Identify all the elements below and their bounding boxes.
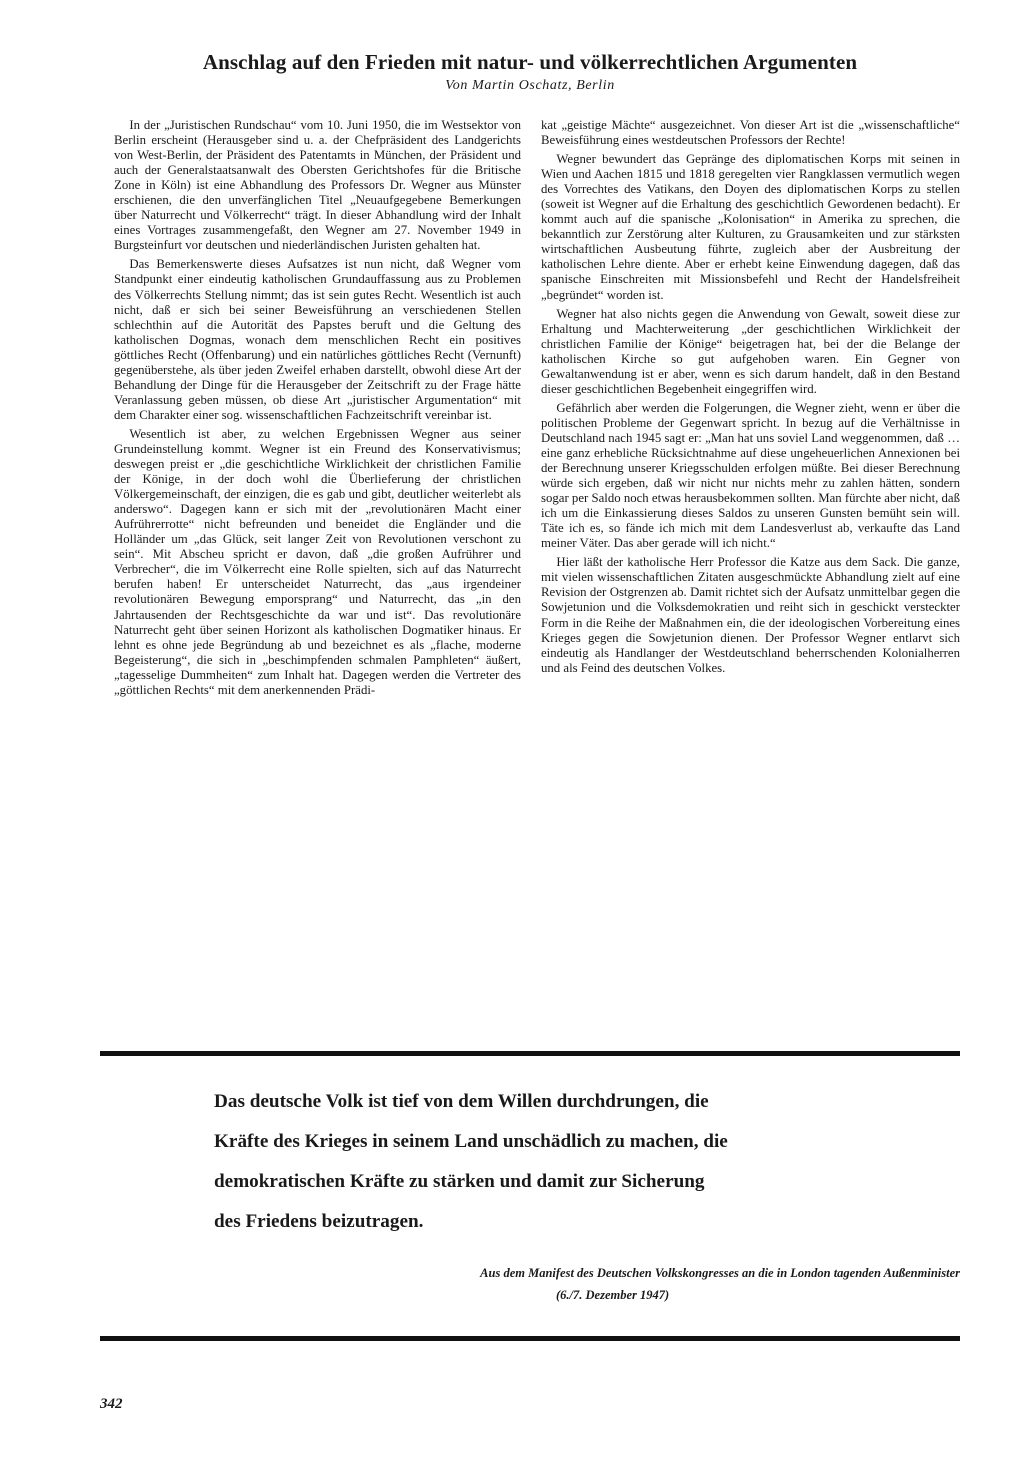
paragraph: Das Bemerkenswerte dieses Aufsatzes ist nun nicht, daß Wegner vom Standpunkt einer eindeutig katholischen Grundauffassung aus zu Problemen des Völkerrechts Stellung nimmt; das ist sein gutes Recht. Wesentlich ist auch nicht, daß er sich bei seiner Beweisführung an verschiedenen Stellen schlechthin auf die Autorität des Papstes beruft und die Geltung des katholischen Dogmas, wonach dem menschlichen Recht ein positives göttliches Recht (Offenbarung) und ein natürliches göttliches Recht (Vernunft) gegenüberstehe, als über jeden Zweifel erhaben darstellt, obwohl diese Art der Behandlung der Dinge für die Herausgeber der Zeitschrift zu der Frage hätte Veranlassung geben müssen, ob diese Art „juristischer Argumentation“ mit dem Charakter einer sog. wissenschaftlichen Fachzeitschrift vereinbar ist. bbox=[114, 257, 521, 422]
manifest-line: demokratischen Kräfte zu stärken und damit zur Sicherung bbox=[214, 1171, 705, 1192]
page-number: 342 bbox=[100, 1396, 123, 1412]
manifest-line: des Friedens beizutragen. bbox=[214, 1211, 424, 1232]
paragraph: kat „geistige Mächte“ ausgezeichnet. Von dieser Art ist die „wissenschaftliche“ Beweisführung eines westdeutschen Professors der Rechte! bbox=[541, 118, 960, 148]
paragraph: Wegner bewundert das Gepränge des diplomatischen Korps mit seinen in Wien und Aachen 1815 und 1818 geregelten vier Rangklassen vermutlich wegen des Vorrechtes des Vatikans, den Doyen des diplomatischen Korps zu stellen (soweit ist Wegner auf die Erhaltung des geschichtlich Gewordenen bedacht). Er kommt auch auf die spanische „Kolonisation“ in Amerika zu sprechen, die bekanntlich zur Zerstörung alter Kulturen, zu Grausamkeiten und zur stärksten wirtschaftlichen Ausbeutung führte, zugleich aber der Ausbreitung der katholischen Lehre diente. Aber er erhebt keine Einwendung dagegen, daß das spanische Einschreiten mit Missionsbefehl und Recht der Handelsfreiheit „begründet“ worden ist. bbox=[541, 152, 960, 302]
paragraph: Wegner hat also nichts gegen die Anwendung von Gewalt, soweit diese zur Erhaltung und Machterweiterung „der geschichtlichen Wirklichkeit der christlichen Familie der Könige“ beigetragen hat, bei der die Belange der katholischen Kirche so gut aufgehoben waren. Ein Gegner von Gewaltanwendung ist er aber, wenn es sich darum handelt, daß in den Bestand dieser geschichtlichen Begebenheit eingegriffen wird. bbox=[541, 306, 960, 396]
paragraph: Hier läßt der katholische Herr Professor die Katze aus dem Sack. Die ganze, mit vielen wissenschaftlichen Zitaten ausgeschmückte Abhandlung zielt auf eine Revision der Ostgrenzen ab. Damit richtet sich der Aufsatz unmittelbar gegen die Sowjetunion und die Volksdemokratien und reiht sich in geschickt versteckter Form in die Reihe der Maßnahmen ein, die der ideologischen Vorbereitung eines Krieges gegen die Sowjetunion dienen. Der Professor Wegner entlarvt sich eindeutig als Handlanger der Westdeutschland beherrschenden Kolonialherren und als Feind des deutschen Volkes. bbox=[541, 555, 960, 675]
article-column-left bbox=[114, 118, 521, 702]
manifest-source bbox=[300, 1262, 960, 1306]
manifest-line: Das deutsche Volk ist tief von dem Willen durchdrungen, die bbox=[214, 1091, 709, 1112]
article-title: Anschlag auf den Frieden mit natur- und völkerrechtlichen Argumenten bbox=[202, 50, 858, 74]
paragraph: Gefährlich aber werden die Folgerungen, die Wegner zieht, wenn er über die politischen Probleme der Gegenwart spricht. In bezug auf die Verhältnisse in Deutschland nach 1945 sagt er: „Man hat uns soviel Land weggenommen, daß … eine ganz erhebliche Rücksichtnahme auf diese ungeheuerlichen Annexionen bei der Berechnung unserer Kriegsschulden erfolgen müßte. Bei dieser Berechnung würde sich ergeben, daß wir nicht nur nichts mehr zu zahlen hätten, sondern sogar per Saldo noch etwas herausbekommen sollten. Man fürchte aber nicht, daß ich um die Einkassierung dieses Saldos zu unseren Gunsten bemüht sein will. Täte ich es, so fände ich mich mit dem Landesverlust ab, verkaufte das Land meiner Väter. Das aber gerade will ich nicht.“ bbox=[541, 400, 960, 551]
article-byline: Von Martin Oschatz, Berlin bbox=[445, 78, 615, 93]
paragraph: Wesentlich ist aber, zu welchen Ergebnissen Wegner aus seiner Grundeinstellung kommt. Wegner ist ein Freund des Konservativismus; deswegen preist er „die geschichtliche Wirklichkeit der christlichen Familie der Könige, in der doch wohl die Überlieferung der christlichen Völkergemeinschaft, der einzigen, die es gab und gibt, deutlicher weiterlebt als anderswo“. Dagegen kann er sich mit der „revolutionären Macht einer Aufrührerrotte“ nicht befreunden und beneidet die Engländer und die Holländer um „das Glück, seit langer Zeit von Revolutionen verschont zu sein“. Mit Abscheu spricht er davon, daß „die großen Aufrührer und Verbrecher“, die im Völkerrecht eine Rolle spielten, sich auf das Naturrecht berufen haben! Er unterscheidet Naturrecht, das „aus irgendeiner revolutionären Bewegung emporsprang“ und Naturrecht, das „in den Jahrtausenden der Rechtsgeschichte da war und ist“. Das revolutionäre Naturrecht geht über seinen Horizont als katholischen Dogmatiker hinaus. Er lehnt es ohne jede Begründung ab und bezeichnet es als „flache, moderne Begeisterung“, die sich in „beschimpfenden schmalen Pamphleten“ äußert, „tagesselige Dummheiten“ zum Inhalt hat. Dagegen werden die Vertreter des „göttlichen Rechts“ mit dem anerkennenden Prädi- bbox=[114, 426, 521, 697]
manifest-quote bbox=[214, 1082, 854, 1242]
paragraph: In der „Juristischen Rundschau“ vom 10. Juni 1950, die im Westsektor von Berlin erscheint (Herausgeber sind u. a. der Chefpräsident des Landgerichts von West-Berlin, der Präsident des Patentamts in München, der Präsident und auch der Generalstaatsanwalt des Obersten Gerichtshofes für die Britische Zone in Köln) ist eine Abhandlung des Professors Dr. Wegner aus Münster erschienen, die den unverfänglichen Titel „Neuaufgegebene Bemerkungen über Naturrecht und Völkerrecht“ trägt. In dieser Abhandlung wird der Inhalt eines Vortrages zusammengefaßt, den Wegner am 27. November 1949 in Burgsteinfurt vor deutschen und niederländischen Juristen gehalten hat. bbox=[114, 118, 521, 253]
source-date: (6./7. Dezember 1947) bbox=[556, 1288, 670, 1302]
divider-rule-bottom bbox=[100, 1336, 960, 1341]
source-line: Aus dem Manifest des Deutschen Volkskongresses an die in London tagenden Außenminister bbox=[480, 1266, 960, 1280]
manifest-line: Kräfte des Krieges in seinem Land unschädlich zu machen, die bbox=[214, 1131, 728, 1152]
article-column-right bbox=[541, 118, 960, 680]
divider-rule-top bbox=[100, 1051, 960, 1056]
